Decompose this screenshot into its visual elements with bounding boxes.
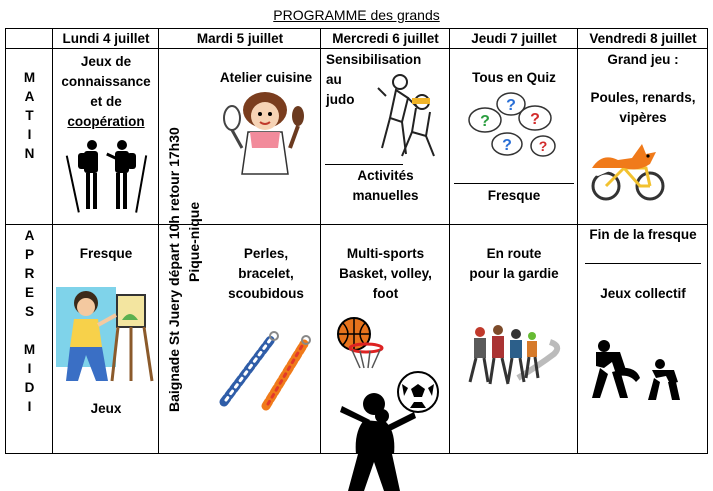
header-vendredi: Vendredi 8 juillet <box>589 31 697 46</box>
mardi-picnic-text: Pique-nique <box>186 201 202 282</box>
mercredi-matin-text-1: Sensibilisation au judo <box>326 52 422 107</box>
svg-text:?: ? <box>502 137 512 154</box>
vendredi-matin-text-1: Grand jeu : <box>607 52 679 67</box>
bracelets-icon <box>216 330 316 410</box>
judo-icon <box>372 68 444 160</box>
row-label-apres-midi: A P R E S M I D I <box>23 228 36 414</box>
header-jeudi: Jeudi 7 juillet <box>471 31 557 46</box>
svg-text:?: ? <box>480 113 490 130</box>
jeudi-matin-text-2: Fresque <box>487 188 541 203</box>
svg-text:?: ? <box>530 111 540 128</box>
volleyball-player-icon <box>334 392 424 491</box>
quiz-bubbles-icon <box>463 90 559 162</box>
painter-girl-icon <box>52 285 162 385</box>
leapfrog-silhouette-icon <box>586 338 696 402</box>
mercredi-matin-text-2: Activités manuelles <box>352 168 419 203</box>
jeudi-apres-text: En route pour la gardie <box>469 246 559 281</box>
mardi-apres-text: Perles, bracelet, scoubidous <box>228 246 304 301</box>
header-lundi: Lundi 4 juillet <box>62 31 150 46</box>
fox-bicycle-icon <box>588 138 668 202</box>
mardi-sortie-text: Baignade St Juery départ 10h retour 17h30 <box>166 127 182 412</box>
lundi-apres-text-1: Fresque <box>79 246 133 261</box>
row-label-matin: M A T I N <box>23 70 36 161</box>
vendredi-apres-text-2: Jeux collectif <box>600 286 686 301</box>
vendredi-matin-text-2: Poules, renards, vipères <box>590 90 696 125</box>
mercredi-apres-text: Multi-sports Basket, volley, foot <box>339 246 432 301</box>
lundi-apres-text-2: Jeux <box>90 401 122 416</box>
svg-text:?: ? <box>506 97 516 114</box>
hikers-silhouette-icon <box>68 135 148 215</box>
header-mercredi: Mercredi 6 juillet <box>332 31 439 46</box>
vendredi-apres-text-1: Fin de la fresque <box>589 227 697 242</box>
header-mardi: Mardi 5 juillet <box>196 31 284 46</box>
svg-text:?: ? <box>538 138 548 154</box>
cooking-girl-icon <box>220 88 310 178</box>
page-title: PROGRAMME des grands <box>273 7 440 23</box>
mardi-matin-text: Atelier cuisine <box>219 70 313 85</box>
walking-group-icon <box>458 322 568 388</box>
jeudi-matin-text-1: Tous en Quiz <box>472 70 556 85</box>
lundi-matin-text: Jeux de connaissance et de coopération <box>61 54 151 129</box>
basketball-hoop-icon <box>330 312 390 370</box>
